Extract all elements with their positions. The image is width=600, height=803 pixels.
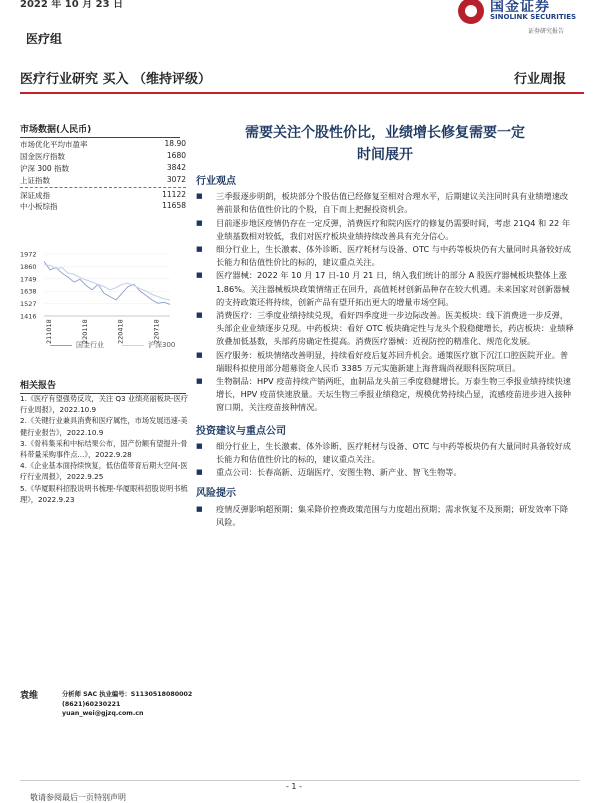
legend-item-hs300: 沪深300 (122, 340, 175, 350)
x-tick-label: 220718 (152, 319, 161, 344)
market-row (20, 139, 186, 151)
main-title-line2: 时间展开 (357, 147, 413, 163)
section-title-risk: 风险提示 (196, 488, 236, 500)
market-row-label: 深证成指 (20, 191, 50, 200)
market-row-value: 11658 (162, 201, 186, 210)
bullet-point: ■ 消费医疗：三季度业绩持续兑现，看好四季度进一步边际改善。医美板块：线下消费进一步反弹，头部企业业绩逐步兑现。中药板块：看好 OTC 板块确定性与龙头个股稳健增长，药店板块：业绩释放叠加低基数，头部药房确定性提高。消费医疗器械：近视防控的精准化、规范化发展。 (196, 309, 576, 349)
related-report-item[interactable]: 1.《医疗有望强势反攻，关注 Q3 业绩亮丽板块-医疗行业周报》，2022.10.9 (20, 394, 189, 415)
footer-rule (20, 780, 580, 781)
main-title-line1: 需要关注个股性价比，业绩增长修复需要一定 (245, 125, 525, 141)
main-title (190, 122, 580, 166)
market-row-value: 3842 (166, 163, 186, 172)
section-title-suggestions: 投资建议与重点公司 (196, 425, 286, 437)
main-body (196, 172, 576, 529)
market-row-label: 沪深 300 指数 (20, 164, 70, 173)
bullet-point: ■ 目前逐步地区疫情仍存在一定反弹，消费医疗和院内医疗的修复仍需要时间，考虑 21Q4 和 22 年业绩基数相对较低，我们对医疗板块业绩持续改善具有充分信心。 (196, 217, 576, 243)
risk-points (196, 503, 576, 529)
page-number: - 1 - (286, 782, 302, 791)
author-sac: 分析师 SAC 执业编号：S1130518080002 (62, 691, 193, 698)
market-row (20, 175, 186, 187)
report-type: 医疗行业研究 买入 （维持评级） (20, 72, 212, 87)
author-name: 袁维 (20, 691, 39, 701)
related-report-item[interactable]: 3.《骨科集采和中标结果公布，国产份额有望提升-骨科带量采购事件点...》，2022.9.28 (20, 438, 188, 460)
x-tick-label: 211018 (45, 319, 53, 344)
market-data-table (20, 139, 186, 213)
related-reports-list (20, 393, 190, 505)
logo-cn: 国金证券 (490, 0, 550, 15)
view-points (196, 190, 576, 414)
bullet-point: ■ 医疗器械：2022 年 10 月 17 日-10 月 21 日，纳入我们统计的部分 A 股医疗器械板块整体上涨 1.86%。关注器械板块政策情绪正在回升，高值耗材创新品种存在较大机遇。未来国家对创新器械的支持政策还将持续，创新产品有望开拓出更大的增量市场空间。 (196, 269, 576, 309)
related-reports-title: 相关报告 (20, 378, 186, 394)
y-tick-label: 1638 (20, 287, 37, 296)
market-row-label: 中小板综指 (20, 202, 58, 211)
related-report-item[interactable]: 2.《关键行业兼具消费和医疗属性，市场发展迅速-美健行业报告》，2022.10.9 (20, 416, 188, 437)
market-row-value: 1680 (166, 151, 186, 160)
bullet-point: ■ 医疗服务：板块情绪改善明显，持续看好疫后复苏回升机会。通策医疗旗下沉江口腔医院开业。普瑞眼科拟使用部分超募资金人民币 3385 万元实施新建上海普瑞尚视眼科医院项目。 (196, 349, 576, 375)
market-row (20, 187, 186, 201)
section-title-views: 行业观点 (196, 176, 236, 187)
related-report-item[interactable]: 5.《华厦眼科招股说明书梳理-华厦眼科招股说明书梳理》，2022.9.23 (20, 483, 188, 504)
chart-legend (50, 340, 175, 350)
market-row-value: 11122 (162, 190, 186, 199)
footer-note: 敬请参阅最后一页特别声明 (30, 793, 126, 802)
bullet-point: ■ 生物制品：HPV 疫苗持续产销两旺，血制品龙头前三季度稳健增长。万泰生物三季报业绩持续快速增长，HPV 疫苗快速放量。天坛生物三季报业绩稳定，规模优势持续凸显，流感疫苗进步进入接种窗口期，关注疫苗接种情况。 (196, 375, 576, 415)
author-email[interactable]: yuan_wei@gjzq.com.cn (62, 710, 144, 717)
department: 医疗组 (26, 32, 63, 46)
bullet-point: ■ 疫情反弹影响超预期；集采降价控费政策范围与力度超出预期；需求恢复不及预期；研发效率下降风险。 (196, 503, 576, 529)
y-tick-label: 1416 (20, 312, 37, 321)
logo-en: SINOLINK SECURITIES (490, 13, 577, 21)
market-row-label: 国金医疗指数 (20, 152, 65, 161)
logo-sub: 证券研究报告 (528, 28, 565, 35)
related-report-item[interactable]: 4.《企业基本面持续恢复，低估值带育后期大空间-医疗行业周报》，2022.9.25 (20, 461, 188, 482)
author-phone: (8621)60230221 (62, 700, 121, 708)
author-contact (62, 690, 192, 719)
x-tick-label: 220118 (80, 319, 89, 344)
bullet-point: ■ 重点公司：长春高新、迈瑞医疗、安图生物、新产业、智飞生物等。 (196, 466, 576, 479)
y-tick-label: 1972 (20, 250, 37, 259)
report-date: 2022 年 10 月 23 日 (20, 0, 124, 10)
y-tick-label: 1860 (20, 262, 37, 271)
report-kind: 行业周报 (513, 72, 566, 87)
company-logo (458, 0, 588, 42)
legend-item-industry: 国金行业 (50, 340, 104, 350)
suggestion-points (196, 440, 576, 480)
market-data-title: 市场数据(人民币) (20, 122, 180, 138)
header-rule (20, 92, 584, 94)
logo-mark-icon (458, 0, 484, 24)
market-row-label: 市场优化平均市盈率 (20, 140, 88, 149)
market-row-value: 18.90 (164, 139, 186, 148)
market-row (20, 163, 186, 175)
market-row (20, 201, 186, 213)
market-row-label: 上证指数 (20, 176, 50, 185)
report-title-bar (20, 68, 580, 88)
market-row-value: 3072 (166, 175, 186, 184)
bullet-point: ■ 细分行业上，生长激素、体外诊断、医疗耗材与设备、OTC 与中药等板块仍有大量同时具备较好成长能力和估值性价比的标的，建议重点关注。 (196, 440, 576, 466)
x-tick-label: 220418 (116, 319, 125, 344)
bullet-point: ■ 细分行业上，生长激素、体外诊断、医疗耗材与设备、OTC 与中药等板块仍有大量同时具备较好成长能力和估值性价比的标的，建议重点关注。 (196, 243, 576, 269)
y-tick-label: 1527 (20, 300, 37, 309)
bullet-point: ■ 三季报逐步明朗，板块部分个股估值已经修复至相对合理水平，后期建议关注同时具有业绩增速改善前景和估值性价比的个股，自下而上把握投资机会。 (196, 190, 576, 216)
market-row (20, 151, 186, 163)
y-tick-label: 1749 (20, 275, 37, 284)
